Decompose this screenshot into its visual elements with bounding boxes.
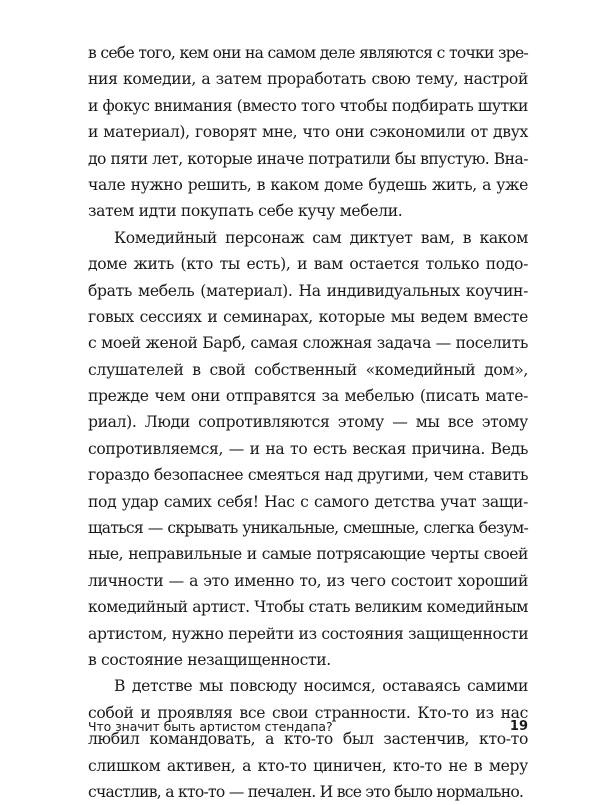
- text-line: говых сессиях и семинарах, которые мы ведем вместе: [88, 307, 528, 326]
- text-line: и фокус внимания (вместо того чтобы подбирать шутки: [88, 96, 528, 115]
- text-line: гораздо безопаснее смеяться над другими, чем ставить: [88, 466, 528, 485]
- text-line: с моей женой Барб, самая сложная задача — поселить: [88, 334, 528, 353]
- text-line: слишком активен, а кто-то циничен, кто-то не в меру: [88, 756, 528, 775]
- text-line: комедийный артист. Чтобы стать великим комедийным: [88, 598, 528, 617]
- text-line: чале нужно решить, в каком доме будешь жить, а уже: [88, 175, 528, 194]
- text-line: брать мебель (материал). На индивидуальных коучин-: [88, 281, 528, 300]
- text-line: доме жить (кто ты есть), и вам остается только подо-: [88, 255, 528, 274]
- text-line: и материал), говорят мне, что они сэкономили от двух: [88, 123, 528, 142]
- text-line: любил командовать, а кто-то был застенчив, кто-то: [88, 730, 528, 749]
- text-line: ные, неправильные и самые потрясающие черты своей: [88, 545, 528, 564]
- text-line: сопротивляемся, — и на то есть веская причина. Ведь: [88, 439, 528, 458]
- text-line: личности — а это именно то, из чего состоит хороший: [88, 571, 528, 590]
- text-line: под удар самих себя! Нас с самого детства учат защи-: [88, 492, 528, 511]
- text-line: слушателей в свой собственный «комедийный дом»,: [88, 360, 528, 379]
- text-line: артистом, нужно перейти из состояния защищенности: [88, 624, 529, 643]
- body-text: [88, 40, 528, 805]
- text-line: собой и проявляя все свои странности. Кто-то из нас: [88, 703, 528, 722]
- text-line: до пяти лет, которые иначе потратили бы впустую. Вна-: [88, 149, 528, 168]
- text-line: ния комедии, а затем проработать свою тему, настрой: [88, 70, 528, 89]
- text-line: риал). Люди сопротивляются этому — мы все этому: [88, 413, 528, 432]
- paragraph-start-line: В детстве мы повсюду носимся, оставаясь самими: [114, 677, 528, 696]
- text-line: затем идти покупать себе кучу мебели.: [88, 202, 403, 221]
- text-line: в себе того, кем они на самом деле являются с точки зре-: [88, 44, 528, 62]
- text-line: щаться — скрывать уникальные, смешные, слегка безум-: [88, 519, 528, 538]
- paragraph-start-line: Комедийный персонаж сам диктует вам, в каком: [114, 228, 528, 247]
- page-footer: [88, 719, 528, 739]
- text-line: в состояние незащищенности.: [88, 650, 331, 669]
- page-number: 19: [509, 719, 528, 734]
- running-footer-title: Что значит быть артистом стендапа?: [88, 719, 333, 734]
- text-line: счастлив, а кто-то — печален. И все это было нормально.: [88, 782, 524, 801]
- text-line: прежде чем они отправятся за мебелью (писать мате-: [88, 387, 528, 406]
